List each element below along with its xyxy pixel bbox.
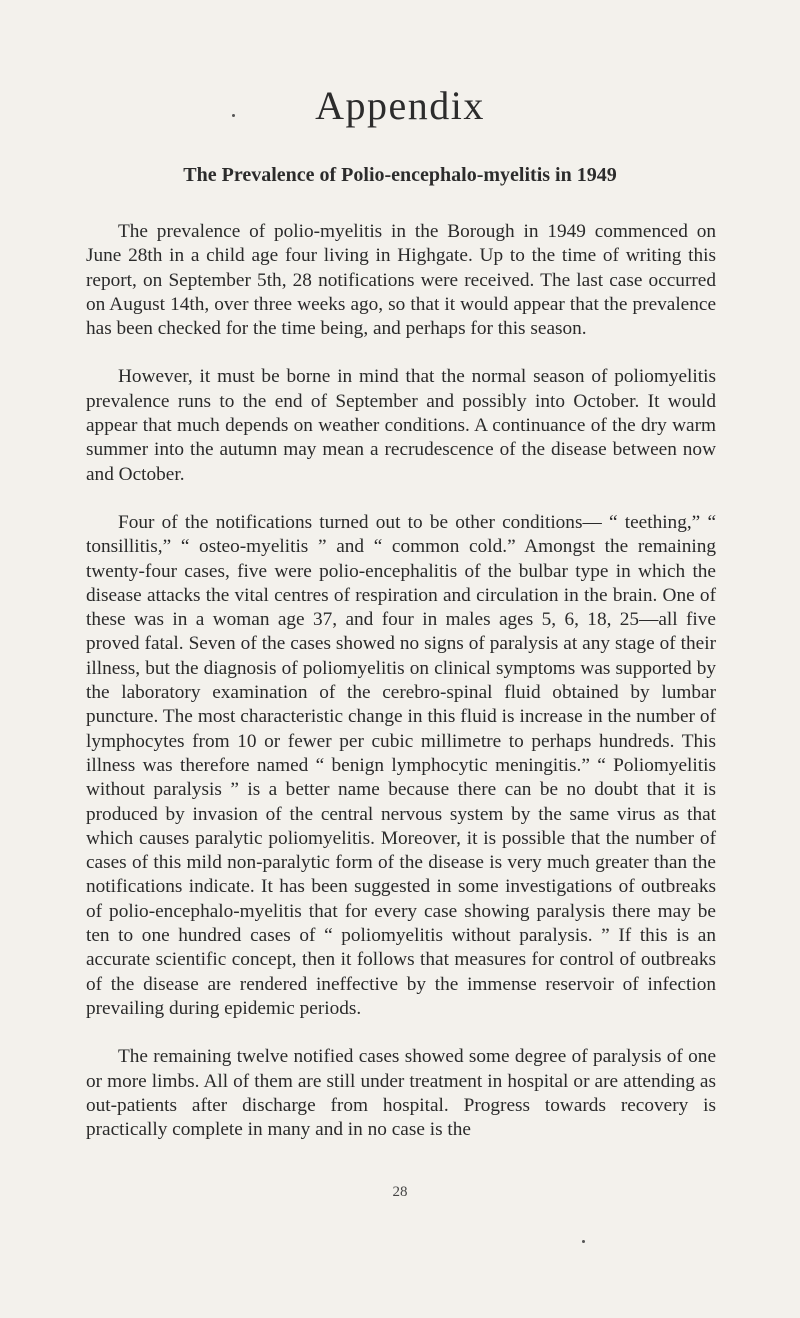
paragraph-2: However, it must be borne in mind that the normal season of poliomyelitis prevalence runs to the end of September and possibly into October. It would appear that much depends on weather conditions. A continuance of the dry warm summer into the autumn may mean a recrudescence of the disease between now and October.: [86, 366, 716, 485]
paragraph-3: Four of the notifications turned out to be other conditions— “ teething,” “ tonsillitis,” “ osteo-myelitis ” and “ common cold.” Amongst the remaining twenty-four cases, five were polio-encephalitis of the bulbar type in which the disease attacks the vital centres of respiration and circulation in the brain. One of these was in a woman age 37, and four in males ages 5, 6, 18, 25—all five proved fatal. Seven of the cases showed no signs of paralysis at any stage of their illness, but the diagnosis of poliomyelitis on clinical symptoms was supported by the laboratory examination of the cerebro-spinal fluid obtained by lumbar puncture. The most characteristic change in this fluid is increase in the number of lymphocytes from 10 or fewer per cubic millimetre to perhaps hundreds. This illness was therefore named “ benign lymphocytic meningitis.” “ Poliomyelitis without paralysis ” is a better name because there can be no doubt that it is produced by invasion of the central nervous system by the same virus as that which causes paralytic poliomyelitis. Moreover, it is possible that the number of cases of this mild non-paralytic form of the disease is very much greater than the notifications indicate. It has been suggested in some investigations of outbreaks of polio-encephalo-myelitis that for every case showing paralysis there may be ten to one hundred cases of “ poliomyelitis without paralysis. ” If this is an accurate scientific concept, then it follows that measures for control of outbreaks of the disease are rendered ineffective by the immense reservoir of infection prevailing during epidemic periods.: [86, 511, 716, 1019]
paragraph-4: The remaining twelve notified cases showed some degree of paralysis of one or more limbs. All of them are still under treatment in hospital or are attending as out-patients after discharge from hospital. Progress towards recovery is practically complete in many and in no case is the: [86, 1046, 716, 1141]
ink-speck: [232, 114, 235, 117]
ink-speck: [582, 1240, 585, 1243]
body-text: [86, 220, 716, 1166]
page-number: 28: [392, 1184, 408, 1200]
page-title: Appendix: [315, 83, 485, 128]
paragraph-1: The prevalence of polio-myelitis in the Borough in 1949 commenced on June 28th in a child age four living in Highgate. Up to the time of writing this report, on September 5th, 28 notifications were received. The last case occurred on August 14th, over three weeks ago, so that it would appear that the prevalence has been checked for the time being, and perhaps for this season.: [86, 221, 716, 340]
section-subtitle: The Prevalence of Polio-encephalo-myelitis in 1949: [183, 164, 617, 186]
